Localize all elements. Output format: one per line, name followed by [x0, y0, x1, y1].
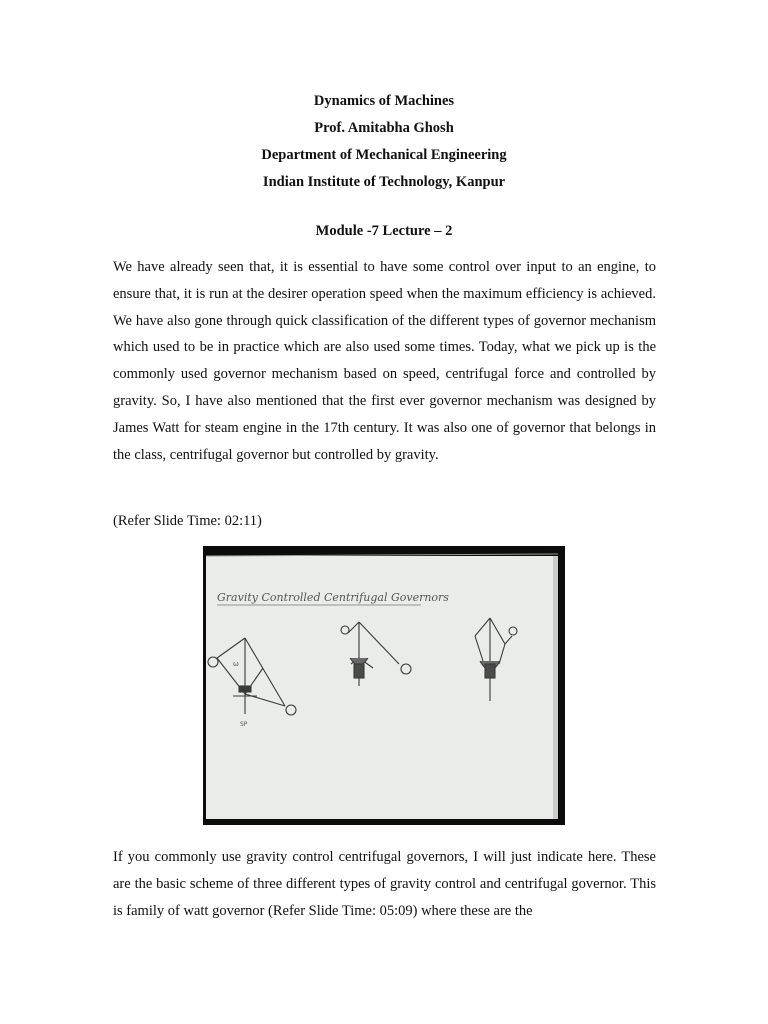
document-header — [0, 88, 768, 196]
course-title: Dynamics of Machines — [313, 93, 455, 109]
diagram1-bottom-label: SP — [240, 721, 248, 728]
diagram1-speed-label: ω — [233, 660, 239, 668]
slide-reference: (Refer Slide Time: 02:11) — [113, 513, 262, 529]
institute-name: Indian Institute of Technology, Kanpur — [262, 174, 506, 190]
intro-paragraph: We have already seen that, it is essential to have some control over input to an engine, to ensure that, it is run at the desirer operation speed when the maximum efficiency is achieved. We have also gone through quick classification of the different types of governor mechanism which used to be in practice which are also used some times. Today, what we pick up is the commonly used governor mechanism based on speed, centrifugal force and controlled by gravity. So, I have also mentioned that the first ever governor mechanism was designed by James Watt for steam engine in the 17th century. It was also one of governor that belongs in the class, centrifugal governor but controlled by gravity. — [113, 259, 656, 463]
module-title: Module -7 Lecture – 2 — [315, 223, 453, 239]
continuation-paragraph: If you commonly use gravity control centrifugal governors, I will just indicate here. These are the basic scheme of three different types of gravity control and centrifugal governor. This is family of watt governor (Refer Slide Time: 05:09) where these are the — [113, 849, 656, 919]
professor-name: Prof. Amitabha Ghosh — [314, 120, 454, 136]
department-name: Department of Mechanical Engineering — [261, 147, 507, 163]
whiteboard-heading: Gravity Controlled Centrifugal Governors — [217, 591, 449, 604]
whiteboard-photo — [203, 546, 565, 825]
lecture-slide-image — [203, 546, 565, 825]
